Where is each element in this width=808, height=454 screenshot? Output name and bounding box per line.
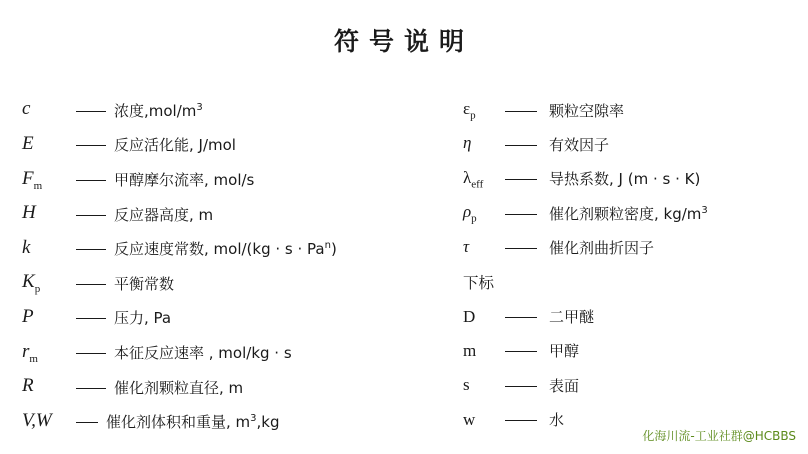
symbol-row <box>22 93 337 128</box>
symbol-description: 本征反应速率 , mol/kg · s <box>114 343 292 362</box>
dash-separator <box>505 111 537 112</box>
subscript-symbol: w <box>463 409 476 429</box>
subscript-description: 二甲醚 <box>549 308 595 327</box>
dash-separator <box>505 420 537 421</box>
subscript-row <box>463 299 708 333</box>
symbol-description: 催化剂颗粒直径, m <box>114 378 244 397</box>
dash-separator <box>505 317 537 318</box>
dash-separator <box>76 284 106 285</box>
dash-separator <box>76 249 106 250</box>
symbol-description: 导热系数, J (m · s · K) <box>549 170 701 189</box>
symbol-description: 反应活化能, J/mol <box>114 136 236 155</box>
dash-separator <box>505 248 537 249</box>
symbol-row <box>22 162 337 197</box>
dash-separator <box>505 214 537 215</box>
subscript-symbol: D <box>463 306 476 326</box>
symbol-row <box>22 128 337 163</box>
symbol: $r_m$ <box>22 340 38 365</box>
symbol-description: 催化剂体积和重量, $m^3,kg$ <box>106 413 280 432</box>
symbol: c <box>22 98 31 120</box>
symbol: P <box>22 305 34 327</box>
symbol-row <box>22 335 337 370</box>
dash-separator <box>76 180 106 181</box>
page-title: 符号说明 <box>333 27 474 56</box>
subscript-symbol: m <box>463 340 477 360</box>
symbol-description: 催化剂颗粒密度, $kg/m^3$ <box>549 204 708 223</box>
symbol-row <box>22 404 337 439</box>
dash-separator <box>76 422 98 423</box>
symbol-row <box>463 231 708 265</box>
symbol-row <box>463 196 708 230</box>
dash-separator <box>505 179 537 180</box>
subscript-row <box>463 334 708 368</box>
dash-separator <box>505 351 537 352</box>
symbol: τ <box>463 236 470 256</box>
symbol: V,W <box>22 409 52 431</box>
symbol-row <box>22 266 337 301</box>
dash-separator <box>505 386 537 387</box>
dash-separator <box>505 145 537 146</box>
symbol-description: 压力, Pa <box>114 309 172 328</box>
symbol-list-left <box>22 93 337 439</box>
subscript-symbol: s <box>463 375 470 395</box>
dash-separator <box>76 388 106 389</box>
symbol-description: 有效因子 <box>549 136 610 155</box>
dash-separator <box>76 318 106 319</box>
symbol-row <box>463 127 708 161</box>
dash-separator <box>76 145 106 146</box>
symbol-row <box>22 197 337 232</box>
subscript-description: 表面 <box>549 376 580 395</box>
symbol-row <box>22 231 337 266</box>
symbol: $K_p$ <box>22 271 41 296</box>
symbol-row <box>463 93 708 127</box>
symbol: $F_m$ <box>22 167 43 192</box>
dash-separator <box>76 215 106 216</box>
subscript-description: 水 <box>549 411 565 430</box>
symbol-description: 催化剂曲折因子 <box>549 239 655 258</box>
symbol-description: 甲醇摩尔流率, mol/s <box>114 170 255 189</box>
watermark: 化海川流-工业社群@HCBBS <box>642 429 796 443</box>
symbol-description: 反应速度常数, $mol/(kg \cdot s \cdot Pa^n)$ <box>114 240 337 259</box>
symbol-row <box>463 162 708 196</box>
symbol-description: 颗粒空隙率 <box>549 101 625 120</box>
symbol-description: 平衡常数 <box>114 274 175 293</box>
symbol: $\varepsilon_p$ <box>463 99 476 122</box>
symbol: $\rho_p$ <box>463 202 477 225</box>
symbol-list-right <box>463 93 708 437</box>
symbol: k <box>22 236 31 258</box>
symbol-row <box>22 301 337 336</box>
symbol: η <box>463 133 472 153</box>
symbol: E <box>22 132 34 154</box>
symbol-description: 反应器高度, m <box>114 205 214 224</box>
subscript-description: 甲醇 <box>549 342 580 361</box>
dash-separator <box>76 111 106 112</box>
symbol: $\lambda_{eff}$ <box>463 167 484 191</box>
symbol-description: 浓度$,mol/m^3$ <box>114 101 203 120</box>
subscript-row <box>463 368 708 402</box>
symbol: R <box>22 375 34 397</box>
symbol: H <box>22 202 36 224</box>
subscripts-heading: 下标 <box>463 274 495 293</box>
symbol-row <box>22 370 337 405</box>
dash-separator <box>76 353 106 354</box>
